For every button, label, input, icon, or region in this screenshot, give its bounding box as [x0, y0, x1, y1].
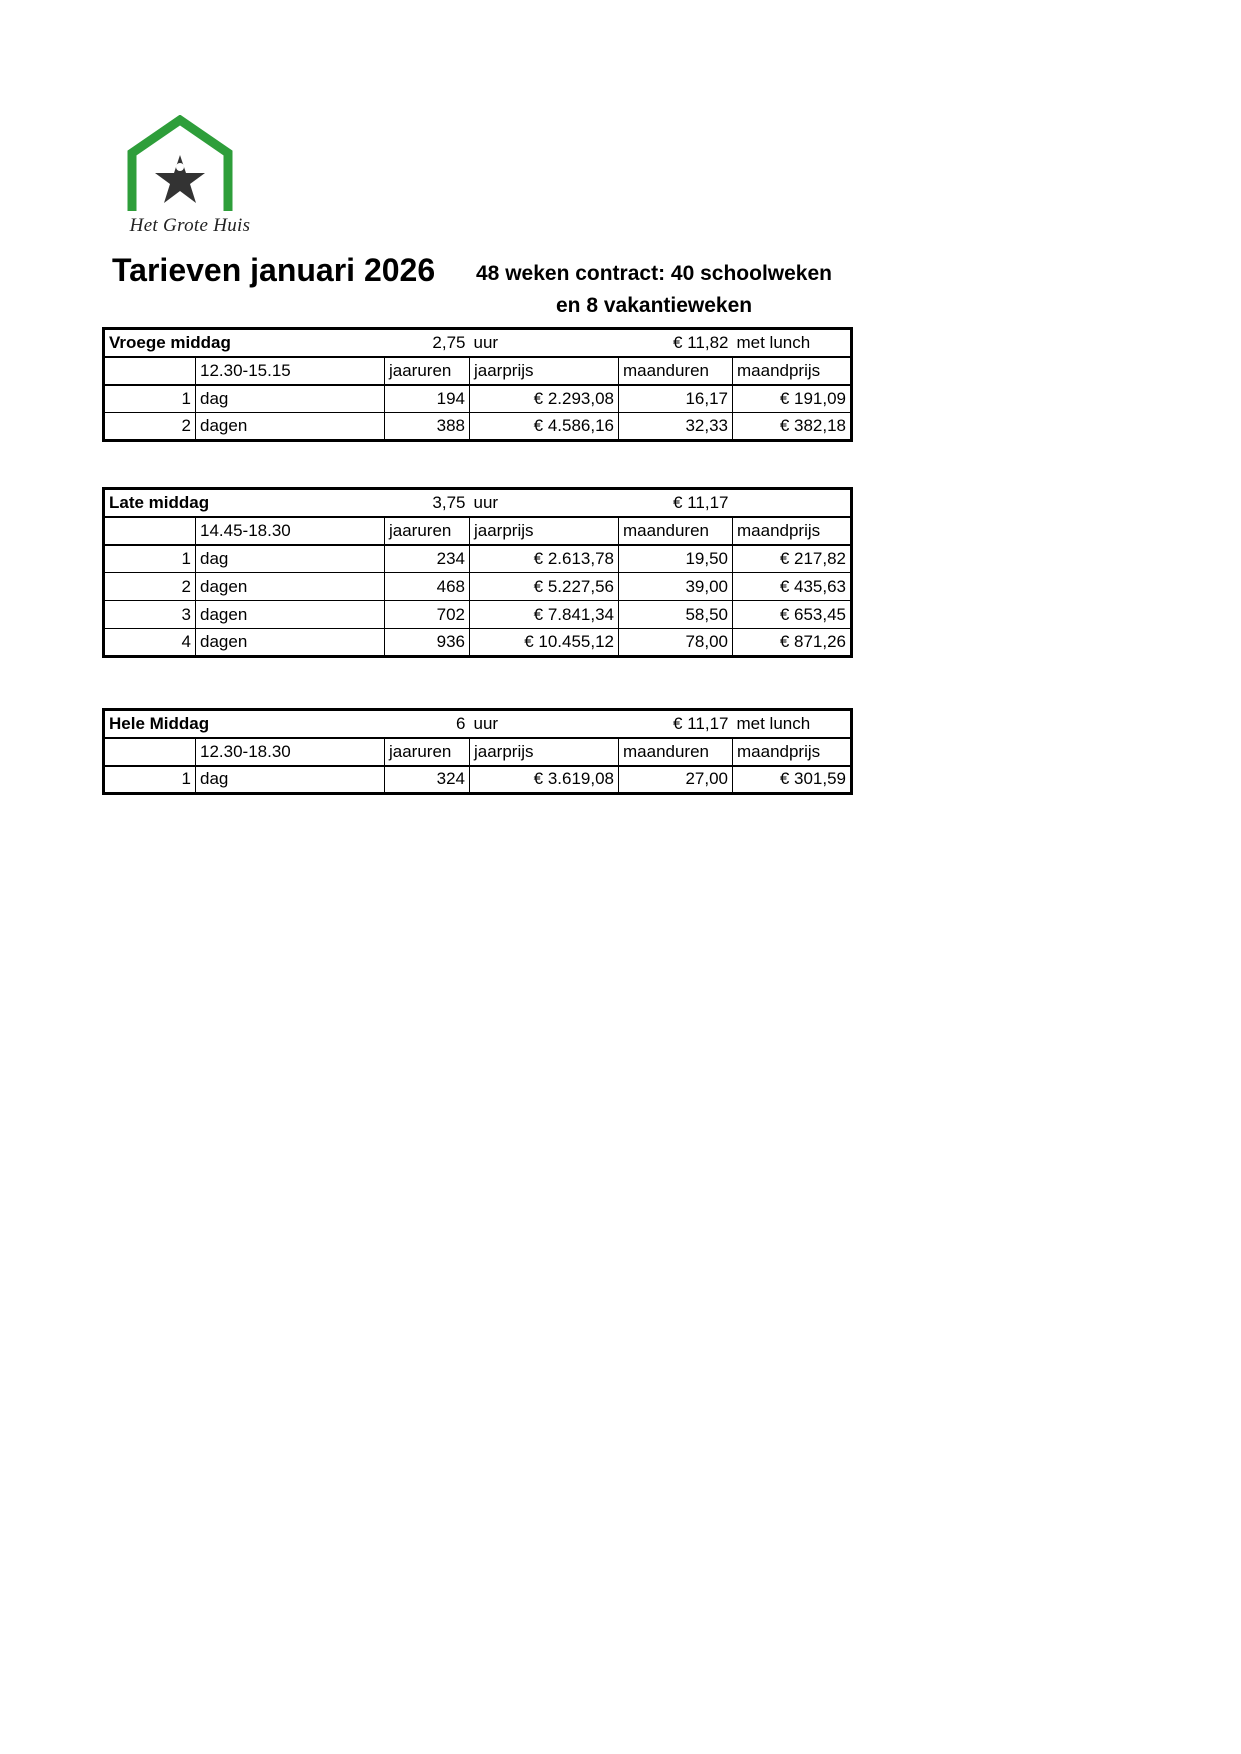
table-row [104, 766, 852, 794]
day-unit: dag [196, 385, 385, 413]
section-rate: € 11,17 [619, 710, 733, 738]
cell-maanduren: 16,17 [619, 385, 733, 413]
cell-jaarprijs: € 2.613,78 [470, 545, 619, 573]
empty-cell [104, 517, 196, 545]
contract-subtitle-line1: 48 weken contract: 40 schoolweken [476, 262, 832, 285]
house-star-logo-icon [110, 115, 270, 225]
cell-jaaruren: 468 [385, 573, 470, 601]
column-header-maandprijs: maandprijs [733, 357, 852, 385]
cell-jaarprijs: € 2.293,08 [470, 385, 619, 413]
cell-jaarprijs: € 5.227,56 [470, 573, 619, 601]
logo [110, 115, 270, 245]
table-row [104, 601, 852, 629]
column-header-jaarprijs: jaarprijs [470, 517, 619, 545]
section-hours-unit: uur [470, 489, 619, 517]
cell-maandprijs: € 217,82 [733, 545, 852, 573]
cell-maandprijs: € 191,09 [733, 385, 852, 413]
cell-maandprijs: € 871,26 [733, 629, 852, 657]
table-row [104, 629, 852, 657]
cell-jaarprijs: € 4.586,16 [470, 413, 619, 441]
rate-table [102, 327, 853, 442]
contract-subtitle-line2: en 8 vakantieweken [556, 294, 753, 317]
cell-maandprijs: € 301,59 [733, 766, 852, 794]
day-count: 2 [104, 573, 196, 601]
section-name: Late middag [104, 489, 385, 517]
section-time: 12.30-15.15 [196, 357, 385, 385]
cell-maanduren: 32,33 [619, 413, 733, 441]
cell-maanduren: 78,00 [619, 629, 733, 657]
day-count: 1 [104, 766, 196, 794]
section-rate: € 11,17 [619, 489, 733, 517]
column-header-row [104, 517, 852, 545]
section-hours: 3,75 [385, 489, 470, 517]
day-unit: dagen [196, 629, 385, 657]
empty-cell [104, 738, 196, 766]
column-header-jaarprijs: jaarprijs [470, 738, 619, 766]
cell-jaaruren: 936 [385, 629, 470, 657]
page-title: Tarieven januari 2026 [112, 252, 436, 288]
day-count: 2 [104, 413, 196, 441]
rate-table [102, 708, 853, 795]
section-hours: 6 [385, 710, 470, 738]
column-header-jaaruren: jaaruren [385, 357, 470, 385]
cell-maandprijs: € 382,18 [733, 413, 852, 441]
column-header-maanduren: maanduren [619, 357, 733, 385]
cell-maanduren: 19,50 [619, 545, 733, 573]
section-header-row [104, 329, 852, 357]
logo-text: Het Grote Huis [129, 215, 251, 236]
section-hours-unit: uur [470, 710, 619, 738]
section-note: met lunch [733, 329, 852, 357]
day-count: 4 [104, 629, 196, 657]
day-unit: dag [196, 545, 385, 573]
column-header-row [104, 357, 852, 385]
day-unit: dagen [196, 413, 385, 441]
section-time: 14.45-18.30 [196, 517, 385, 545]
cell-maandprijs: € 435,63 [733, 573, 852, 601]
cell-jaaruren: 194 [385, 385, 470, 413]
table-row [104, 545, 852, 573]
cell-maandprijs: € 653,45 [733, 601, 852, 629]
cell-jaaruren: 702 [385, 601, 470, 629]
table-row [104, 573, 852, 601]
section-note: met lunch [733, 710, 852, 738]
empty-cell [104, 357, 196, 385]
column-header-maandprijs: maandprijs [733, 738, 852, 766]
section-name: Hele Middag [104, 710, 385, 738]
column-header-row [104, 738, 852, 766]
day-count: 3 [104, 601, 196, 629]
table-row [104, 385, 852, 413]
column-header-maanduren: maanduren [619, 517, 733, 545]
section-name: Vroege middag [104, 329, 385, 357]
cell-jaarprijs: € 7.841,34 [470, 601, 619, 629]
column-header-jaarprijs: jaarprijs [470, 357, 619, 385]
cell-jaaruren: 388 [385, 413, 470, 441]
day-unit: dagen [196, 601, 385, 629]
column-header-maanduren: maanduren [619, 738, 733, 766]
table-row [104, 413, 852, 441]
rate-table [102, 487, 853, 658]
column-header-maandprijs: maandprijs [733, 517, 852, 545]
section-rate: € 11,82 [619, 329, 733, 357]
day-unit: dag [196, 766, 385, 794]
column-header-jaaruren: jaaruren [385, 738, 470, 766]
day-unit: dagen [196, 573, 385, 601]
cell-jaarprijs: € 10.455,12 [470, 629, 619, 657]
cell-maanduren: 39,00 [619, 573, 733, 601]
section-header-row [104, 710, 852, 738]
section-hours: 2,75 [385, 329, 470, 357]
cell-jaarprijs: € 3.619,08 [470, 766, 619, 794]
section-time: 12.30-18.30 [196, 738, 385, 766]
day-count: 1 [104, 545, 196, 573]
section-hours-unit: uur [470, 329, 619, 357]
section-note [733, 489, 852, 517]
day-count: 1 [104, 385, 196, 413]
column-header-jaaruren: jaaruren [385, 517, 470, 545]
cell-jaaruren: 234 [385, 545, 470, 573]
cell-jaaruren: 324 [385, 766, 470, 794]
section-header-row [104, 489, 852, 517]
cell-maanduren: 58,50 [619, 601, 733, 629]
cell-maanduren: 27,00 [619, 766, 733, 794]
